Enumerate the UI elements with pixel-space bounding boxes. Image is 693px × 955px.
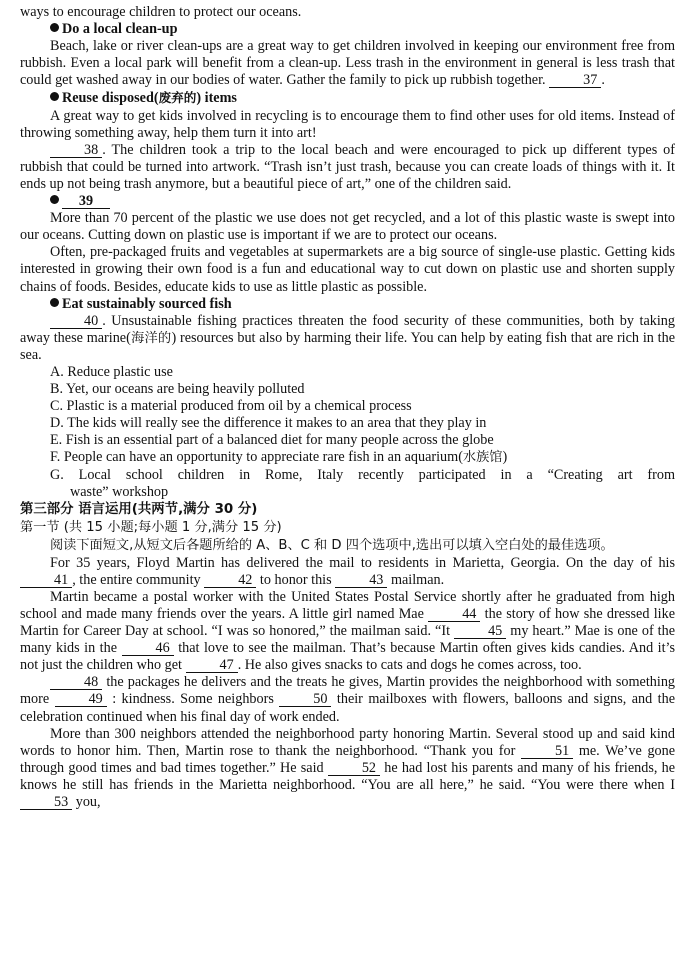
answer-blank[interactable]: 46 xyxy=(122,641,174,656)
paragraph: More than 70 percent of the plastic we use does not get recycled, and a lot of this plastic waste is swept into our oceans. Cutting down on plastic use is important if we are to protect our oceans. xyxy=(20,210,675,244)
answer-blank[interactable]: 51 xyxy=(521,744,573,759)
answer-blank[interactable]: 41 xyxy=(20,573,72,588)
bullet-icon xyxy=(50,195,59,204)
paragraph: 48 the packages he delivers and the treats he gives, Martin provides the neighborhood with something more 49 : kindness. Some neighbors 50 their mailboxes with flowers, balloons and signs, and the celebration continued when his final day of work ended. xyxy=(20,674,676,725)
paragraph: Martin became a postal worker with the United States Postal Service shortly after he graduated from high school and made many friends over the years. A little girl named Mae 44 the story of how she dressed like Martin for Career Day at school. “I was so honored,” the mailman said. “It 45 my heart.” Mae is one of the many kids in the 46 that love to see the mailman. That’s because Martin often gives kids candies. And it’s not just the children who get 47 . He also gives snacks to cats and dogs he comes across, too. xyxy=(20,588,676,674)
paragraph: For 35 years, Floyd Martin has delivered the mail to residents in Marietta, Georgia. On the day of his 41 , the entire community 42 to honor this 43 mailman. xyxy=(20,555,675,589)
option-b: B. Yet, our oceans are being heavily polluted xyxy=(50,381,305,398)
answer-blank[interactable]: 53 xyxy=(20,795,72,810)
paragraph: ways to encourage children to protect our oceans. xyxy=(20,4,302,20)
answer-blank[interactable]: 42 xyxy=(204,573,256,588)
option-f: F. People can have an opportunity to appreciate rare fish in an aquarium(水族馆) xyxy=(50,449,508,466)
answer-blank[interactable]: 52 xyxy=(328,761,380,776)
section-heading: 第一节 (共 15 小题;每小题 1 分,满分 15 分) xyxy=(20,519,282,535)
section-heading-fish: Eat sustainably sourced fish xyxy=(20,296,675,313)
option-e: E. Fish is an essential part of a balanced diet for many people across the globe xyxy=(50,432,494,449)
answer-blank[interactable]: 50 xyxy=(279,692,331,707)
answer-blank[interactable]: 39 xyxy=(62,194,110,209)
answer-blank[interactable]: 38 xyxy=(50,143,102,158)
paragraph: 40 . Unsustainable fishing practices threaten the food security of these communities, both by taking away these marine(海洋的) resources but also by harming their life. You can help by eating fish that are rich in the sea. xyxy=(20,312,676,363)
paragraph: Often, pre-packaged fruits and vegetables at supermarkets are a big source of single-use plastic. Getting kids interested in growing their own food is a fun and educational way to cut down on plastic use and shorten supply chains of foods. Besides, educate kids to use as little plastic as possible. xyxy=(20,244,675,295)
answer-blank[interactable]: 49 xyxy=(55,692,107,707)
paragraph: Beach, lake or river clean-ups are a great way to get children involved in keeping our environment free from rubbish. Even a local park will benefit from a clean-up. Less trash in the environment in general is less trash that could get washed away in our bodies of water. Gather the family to pick up rubbish together. 37 . xyxy=(20,38,675,89)
answer-blank[interactable]: 48 xyxy=(50,675,102,690)
part-heading: 第三部分 语言运用(共两节,满分 30 分) xyxy=(20,501,258,517)
option-g: G. Local school children in Rome, Italy recently participated in a “Creating art from xyxy=(50,466,675,483)
answer-blank[interactable]: 45 xyxy=(454,624,506,639)
option-a: A. Reduce plastic use xyxy=(50,363,173,380)
bullet-icon xyxy=(50,23,59,32)
instructions: 阅读下面短文,从短文后各题所给的 A、B、C 和 D 四个选项中,选出可以填入空白处的最佳选项。 xyxy=(50,537,614,553)
answer-blank[interactable]: 37 xyxy=(549,73,601,88)
section-heading-reuse: Reuse disposed(废弃的) items xyxy=(20,89,675,107)
option-c: C. Plastic is a material produced from oil by a chemical process xyxy=(50,398,412,415)
option-g-continued: waste” workshop xyxy=(70,483,169,500)
answer-blank[interactable]: 44 xyxy=(428,607,480,622)
paragraph: More than 300 neighbors attended the neighborhood party honoring Martin. Several stood up and said kind words to honor him. Then, Martin rose to thank the neighborhood. “Thank you for 51 me. We’ve gone through good times and bad times together.” He said 52 he had lost his parents and many of his friends, he knows he still has friends in the Marietta neighborhood. “You are all here,” he said. “You were there when I 53 you, xyxy=(20,725,676,811)
answer-blank[interactable]: 47 xyxy=(186,658,238,673)
section-heading-39 xyxy=(20,193,675,210)
answer-blank[interactable]: 40 xyxy=(50,314,102,329)
answer-blank[interactable]: 43 xyxy=(335,573,387,588)
bullet-icon xyxy=(50,298,59,307)
option-d: D. The kids will really see the difference it makes to an area that they play in xyxy=(50,415,487,432)
section-heading-clean-up: Do a local clean-up xyxy=(20,21,675,38)
bullet-icon xyxy=(50,92,59,101)
paragraph: 38 . The children took a trip to the local beach and were encouraged to pick up different types of rubbish that could be turned into artwork. “Trash isn’t just trash, because you can create loads of things with it. It ends up not being trash anymore, but a beautiful piece of art,” one of the children said. xyxy=(20,141,675,192)
paragraph: A great way to get kids involved in recycling is to encourage them to find other uses for old items. Instead of throwing something away, help them turn it into art! xyxy=(20,107,675,141)
